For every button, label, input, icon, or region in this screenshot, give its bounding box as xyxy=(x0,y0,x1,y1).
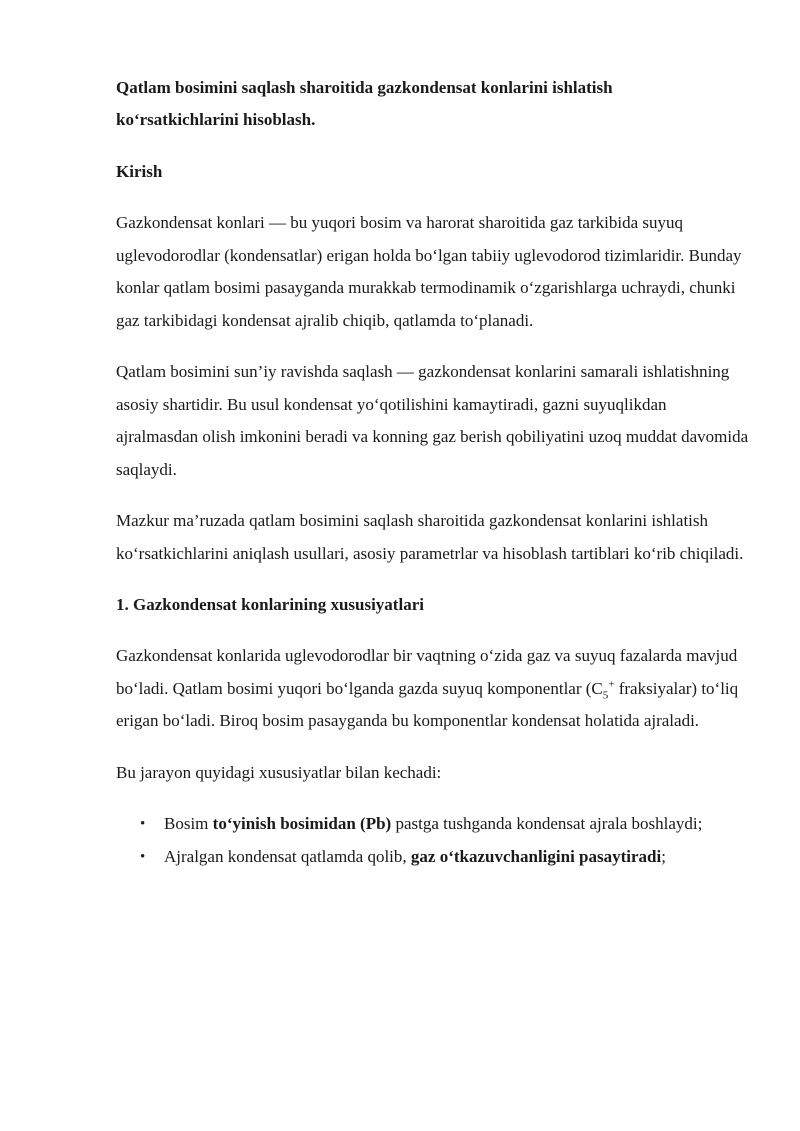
bullet-2-bold: gaz o‘tkazuvchanligini pasaytiradi xyxy=(410,846,662,866)
intro-paragraph-3: Mazkur ma’ruzada qatlam bosimini saqlash sharoitida gazkondensat konlarini ishlatish ko‘rsatkichlarini aniqlash usullari, asosiy parametrlar va hisoblash tartiblari ko‘rib chiqiladi. xyxy=(116,511,744,563)
subscript-5: 5 xyxy=(602,688,609,701)
bullet-2-text-b: ; xyxy=(661,846,666,866)
bullet-1-text-b: pastga tushganda kondensat ajrala boshlaydi; xyxy=(391,814,703,833)
intro-paragraph-2: Qatlam bosimini sun’iy ravishda saqlash — gazkondensat konlarini samarali ishlatishning asosiy shartidir. Bu usul kondensat yo‘qotilishini kamaytiradi, gazni suyuqlikdan ajralmasdan olish imkonini beradi va konning gaz berish qobiliyatini uzoq muddat davomida saqlaydi. xyxy=(116,362,749,479)
bullet-2-text-a: Ajralgan kondensat qatlamda qolib, xyxy=(164,846,411,866)
section-1-paragraph-1-text-b: fraksiyalar) to‘liq erigan bo‘ladi. Biroq bosim pasayganda bu komponentlar kondensat holatida ajraladi. xyxy=(116,678,739,730)
section-1-paragraph-2: Bu jarayon quyidagi xususiyatlar bilan kechadi: xyxy=(116,762,442,782)
bullet-1-text-a: Bosim xyxy=(164,814,213,833)
bullet-list xyxy=(116,808,752,873)
section-1-paragraph-1-text-a: Gazkondensat konlarida uglevodorodlar bir vaqtning o‘zida gaz va suyuq fazalarda mavjud bo‘ladi. Qatlam bosimi yuqori bo‘lganda gazda suyuq komponentlar (C xyxy=(116,646,738,698)
bullet-1-bold: to‘yinish bosimidan (Pb) xyxy=(212,814,392,833)
intro-paragraph-1: Gazkondensat konlari — bu yuqori bosim va harorat sharoitida gaz tarkibida suyuq uglevodorodlar (kondensatlar) erigan holda bo‘lgan tabiiy uglevodorod tizimlaridir. Bunday konlar qatlam bosimi pasayganda murakkab termodinamik o‘zgarishlarga uchraydi, chunki gaz tarkibidagi kondensat ajralib chiqib, qatlamda to‘planadi. xyxy=(116,213,742,330)
section-1-paragraph-1 xyxy=(116,640,752,738)
bullet-icon: • xyxy=(140,848,146,865)
document-title-line2: ko‘rsatkichlarini hisoblash. xyxy=(116,110,316,129)
section-1-heading: 1. Gazkondensat konlarining xususiyatlari xyxy=(116,595,424,614)
list-item xyxy=(140,841,752,874)
document-title-line1: Qatlam bosimini saqlash sharoitida gazkondensat konlarini ishlatish xyxy=(116,78,613,97)
document-page xyxy=(116,72,752,873)
list-item xyxy=(140,808,752,841)
document-title xyxy=(116,72,752,136)
superscript-plus: + xyxy=(608,677,615,690)
bullet-icon: • xyxy=(140,816,146,832)
intro-heading: Kirish xyxy=(116,162,163,181)
